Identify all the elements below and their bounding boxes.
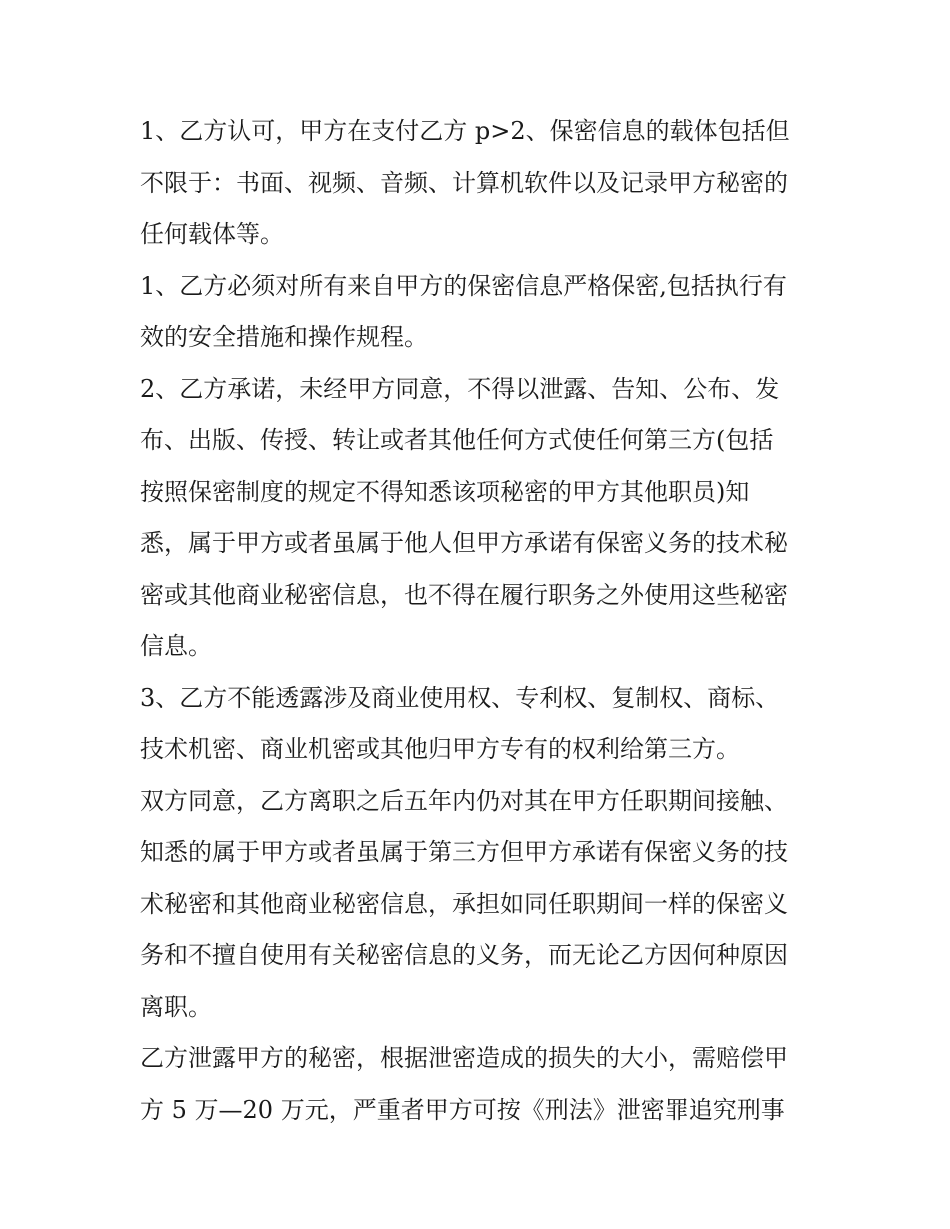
- text-line: 不限于：书面、视频、音频、计算机软件以及记录甲方秘密的: [140, 168, 788, 197]
- text-line: 3、乙方不能透露涉及商业使用权、专利权、复制权、商标、: [140, 683, 780, 712]
- text-line: 双方同意，乙方离职之后五年内仍对其在甲方任职期间接触、: [140, 786, 788, 815]
- text-line: 方 5 万—20 万元，严重者甲方可按《刑法》泄密罪追究刑事: [140, 1095, 785, 1124]
- text-line: 按照保密制度的规定不得知悉该项秘密的甲方其他职员)知: [140, 477, 750, 506]
- text-line: 技术机密、商业机密或其他归甲方专有的权利给第三方。: [140, 735, 740, 763]
- text-line: 悉，属于甲方或者虽属于他人但甲方承诺有保密义务的技术秘: [140, 529, 788, 557]
- text-line: 1、乙方认可，甲方在支付乙方 p>2、保密信息的载体包括但: [140, 117, 790, 145]
- text-line: 乙方泄露甲方的秘密，根据泄密造成的损失的大小，需赔偿甲: [140, 1044, 788, 1072]
- text-line: 任何载体等。: [140, 220, 284, 248]
- text-line: 务和不擅自使用有关秘密信息的义务，而无论乙方因何种原因: [140, 941, 788, 969]
- text-line: 2、乙方承诺，未经甲方同意，不得以泄露、告知、公布、发: [140, 374, 780, 403]
- text-line: 密或其他商业秘密信息，也不得在履行职务之外使用这些秘密: [140, 580, 788, 609]
- document-body: [140, 106, 820, 1136]
- text-line: 信息。: [140, 632, 212, 660]
- text-line: 1、乙方必须对所有来自甲方的保密信息严格保密,包括执行有: [140, 271, 787, 300]
- text-line: 离职。: [140, 992, 212, 1021]
- text-line: 术秘密和其他商业秘密信息，承担如同任职期间一样的保密义: [140, 889, 788, 918]
- text-line: 效的安全措施和操作规程。: [140, 323, 428, 351]
- text-line: 知悉的属于甲方或者虽属于第三方但甲方承诺有保密义务的技: [140, 838, 788, 866]
- text-line: 布、出版、传授、转让或者其他任何方式使任何第三方(包括: [140, 426, 774, 454]
